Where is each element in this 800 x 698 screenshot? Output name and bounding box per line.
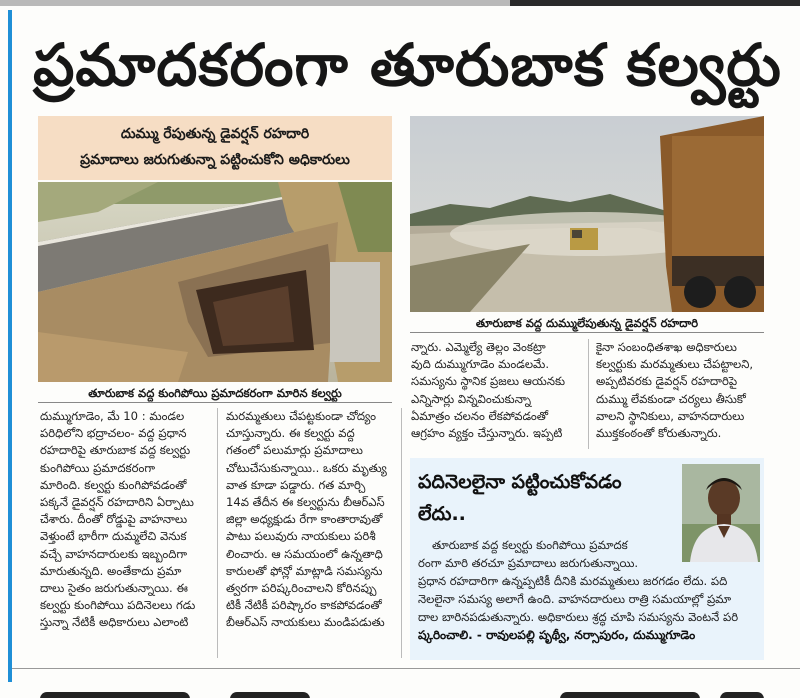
body-line: ముక్తకంఠంతో కోరుతున్నారు. [596,426,722,441]
bottom-rule [12,668,800,669]
body-line: జిల్లా అధ్యక్షుడు రేగా కాంతారావుతో [226,512,383,527]
body-line: కల్వర్టుకు మరమ్మతులు చేపట్టాలని, [596,357,754,372]
body-line: ఏమాత్రం చలనం లేకపోవడంతో [411,408,549,423]
quote-body-line: ప్రధాన రహదారిగా ఉన్నప్పటికీ దీనికి మరమ్మతులు జరగడం లేదు. పది [418,574,728,588]
quote-body-line: నెలలైనా సమస్య అలాగే ఉంది. వాహనదారులు రాత్రి సమయాల్లో ప్రమా [418,592,732,606]
next-headline-fragment [40,684,764,698]
body-line: వెళ్తుంటే భారీగా దుమ్మలేచి వెనుక [40,529,187,544]
body-line: పాటు పలువురు నాయకులు పరిశీ [226,529,376,544]
body-line: త్వరగా పరిష్కరించాలని కోరినప్పు [226,581,377,596]
quote-title-line: పదినెలలైనా పట్టించుకోవడం [418,471,622,493]
quote-title-line: లేదు.. [418,503,466,525]
body-line: చేశారు. దీంతో రోడ్డుపై వాహనాలు [40,512,188,527]
column-divider [588,339,589,449]
body-line: పరిధిలోని భద్రాచలం- వద్ద ప్రధాన [40,426,187,441]
body-line: చూస్తున్నారు. ఈ కల్వర్టు వద్ద [226,426,355,441]
article-column-3 [411,339,581,442]
body-line: కల్వర్టు కుంగిపోయి పదినెలలు గడు [40,598,196,613]
body-line: సమస్యను స్థానిక ప్రజలు ఆయనకు [411,374,566,389]
body-line: వాత కూడా పడ్డారు. గత మార్చి [226,477,366,492]
body-line: మారింది. కల్వర్టు కుంగిపోవడంతో [40,477,187,492]
top-bar-dark [510,0,800,6]
subhead-box [38,116,392,180]
body-line: కైనా సంబంధితశాఖ అధికారులు [596,340,737,354]
quote-body-line: ష్కరించాలి. [418,628,473,642]
quote-body [418,536,758,626]
road-photo [410,116,764,312]
culvert-photo-caption: తూరుబాక వద్ద కుంగిపోయి ప్రమాదకరంగా మారిన కల్వర్టు [88,386,342,400]
caption-rule [410,332,764,333]
quote-body-line: దాల బారినపడుతున్నారు. అధికారులు శ్రద్ధ చూపి సమస్యను వెంటనే పరి [418,610,739,624]
body-line: వాలని స్థానికులు, వాహనదారులు [596,408,745,423]
body-line: మరమ్మతులు చేపట్టకుండా చోద్యం [226,409,376,423]
body-line: దుమ్ముగూడెం, మే 10 : మండల [40,409,185,423]
body-line: కుంగిపోయి ప్రమాదకరంగా [40,460,155,475]
quote-title [418,466,668,530]
quote-attribution [418,628,758,645]
body-line: బీఆర్ఎస్ నాయకులు మండిపడుతు [226,615,385,630]
body-line: 14వ తేదీన ఈ కల్వర్టును బీఆర్ఎస్ [226,495,385,510]
body-line: మారుతున్నది. అంతేకాదు ప్రమా [40,563,182,578]
body-line: దుమ్ము లేవకుండా చర్యలు తీసుకో [596,391,746,406]
body-line: టికీ నేటికీ పరిష్కారం కాకపోవడంతో [226,598,382,613]
body-line: కారులతో ఫోన్లో మాట్లాడి సమస్యను [226,563,383,578]
body-line: గతంలో పలుమార్లు ప్రమాదాలు [226,443,363,458]
quote-box [410,458,764,660]
quote-body-line: తూరుబాక వద్ద కల్వర్టు కుంగిపోయి ప్రమాదక [432,538,628,552]
body-line: అప్పటివరకు డైవర్షన్ రహదారిపై [596,374,738,389]
column-divider [401,408,402,658]
body-line: ఎన్నిసార్లు విన్నవించుకున్నా [411,391,531,406]
body-line: స్తున్నా నేటికీ అధికారులు ఎలాంటి [40,615,189,630]
body-line: లించారు. ఆ సమయంలో ఉన్నతాధి [226,546,383,561]
top-bar-gray [0,0,510,6]
subhead-line-2: ప్రమాదాలు జరుగుతున్నా పట్టించుకోని అధికారులు [80,152,350,168]
body-line: చోటుచేసుకున్నాయి.. ఒకరు మృత్యు [226,460,387,475]
body-line: వచ్చే వాహనదారులకు ఇబ్బందిగా [40,546,188,561]
subhead-line-1: దుమ్ము రేపుతున్న డైవర్షన్ రహదారి [120,126,310,142]
body-line: వుది దుమ్ముగూడెం మండలమే. [411,357,550,372]
road-photo-caption: తూరుబాక వద్ద దుమ్ములేపుతున్న డైవర్షన్ రహదారి [475,316,699,330]
body-line: ఆగ్రహం వ్యక్తం చేస్తున్నారు. ఇప్పటి [411,426,563,441]
body-line: రహదారిపై తూరుబాక వద్ద కల్వర్టు [40,443,191,458]
headline: ప్రమాదకరంగా తూరుబాక కల్వర్టు [33,31,782,99]
culvert-photo [38,182,392,382]
quote-body-line: రంగా మారి తరచూ ప్రమాదాలు జరుగుతున్నాయి. [418,556,639,570]
quote-author: - రావులపల్లి పృథ్వీ, నర్సాపురం, దుమ్ముగూడెం [476,628,696,642]
body-line: పక్కనే డైవర్షన్ రహదారిని ఏర్పాటు [40,495,194,510]
article-column-4 [596,339,766,442]
article-column-2 [226,408,394,632]
body-line: దాలు సైతం జరుగుతున్నాయి. ఈ [40,581,188,596]
body-line: న్నారు. ఎమ్మెల్యే తెల్లం వెంకట్రా [411,340,546,354]
caption-rule [38,402,392,403]
article-column-1 [40,408,208,632]
column-divider [217,408,218,658]
accent-rule [8,10,12,682]
